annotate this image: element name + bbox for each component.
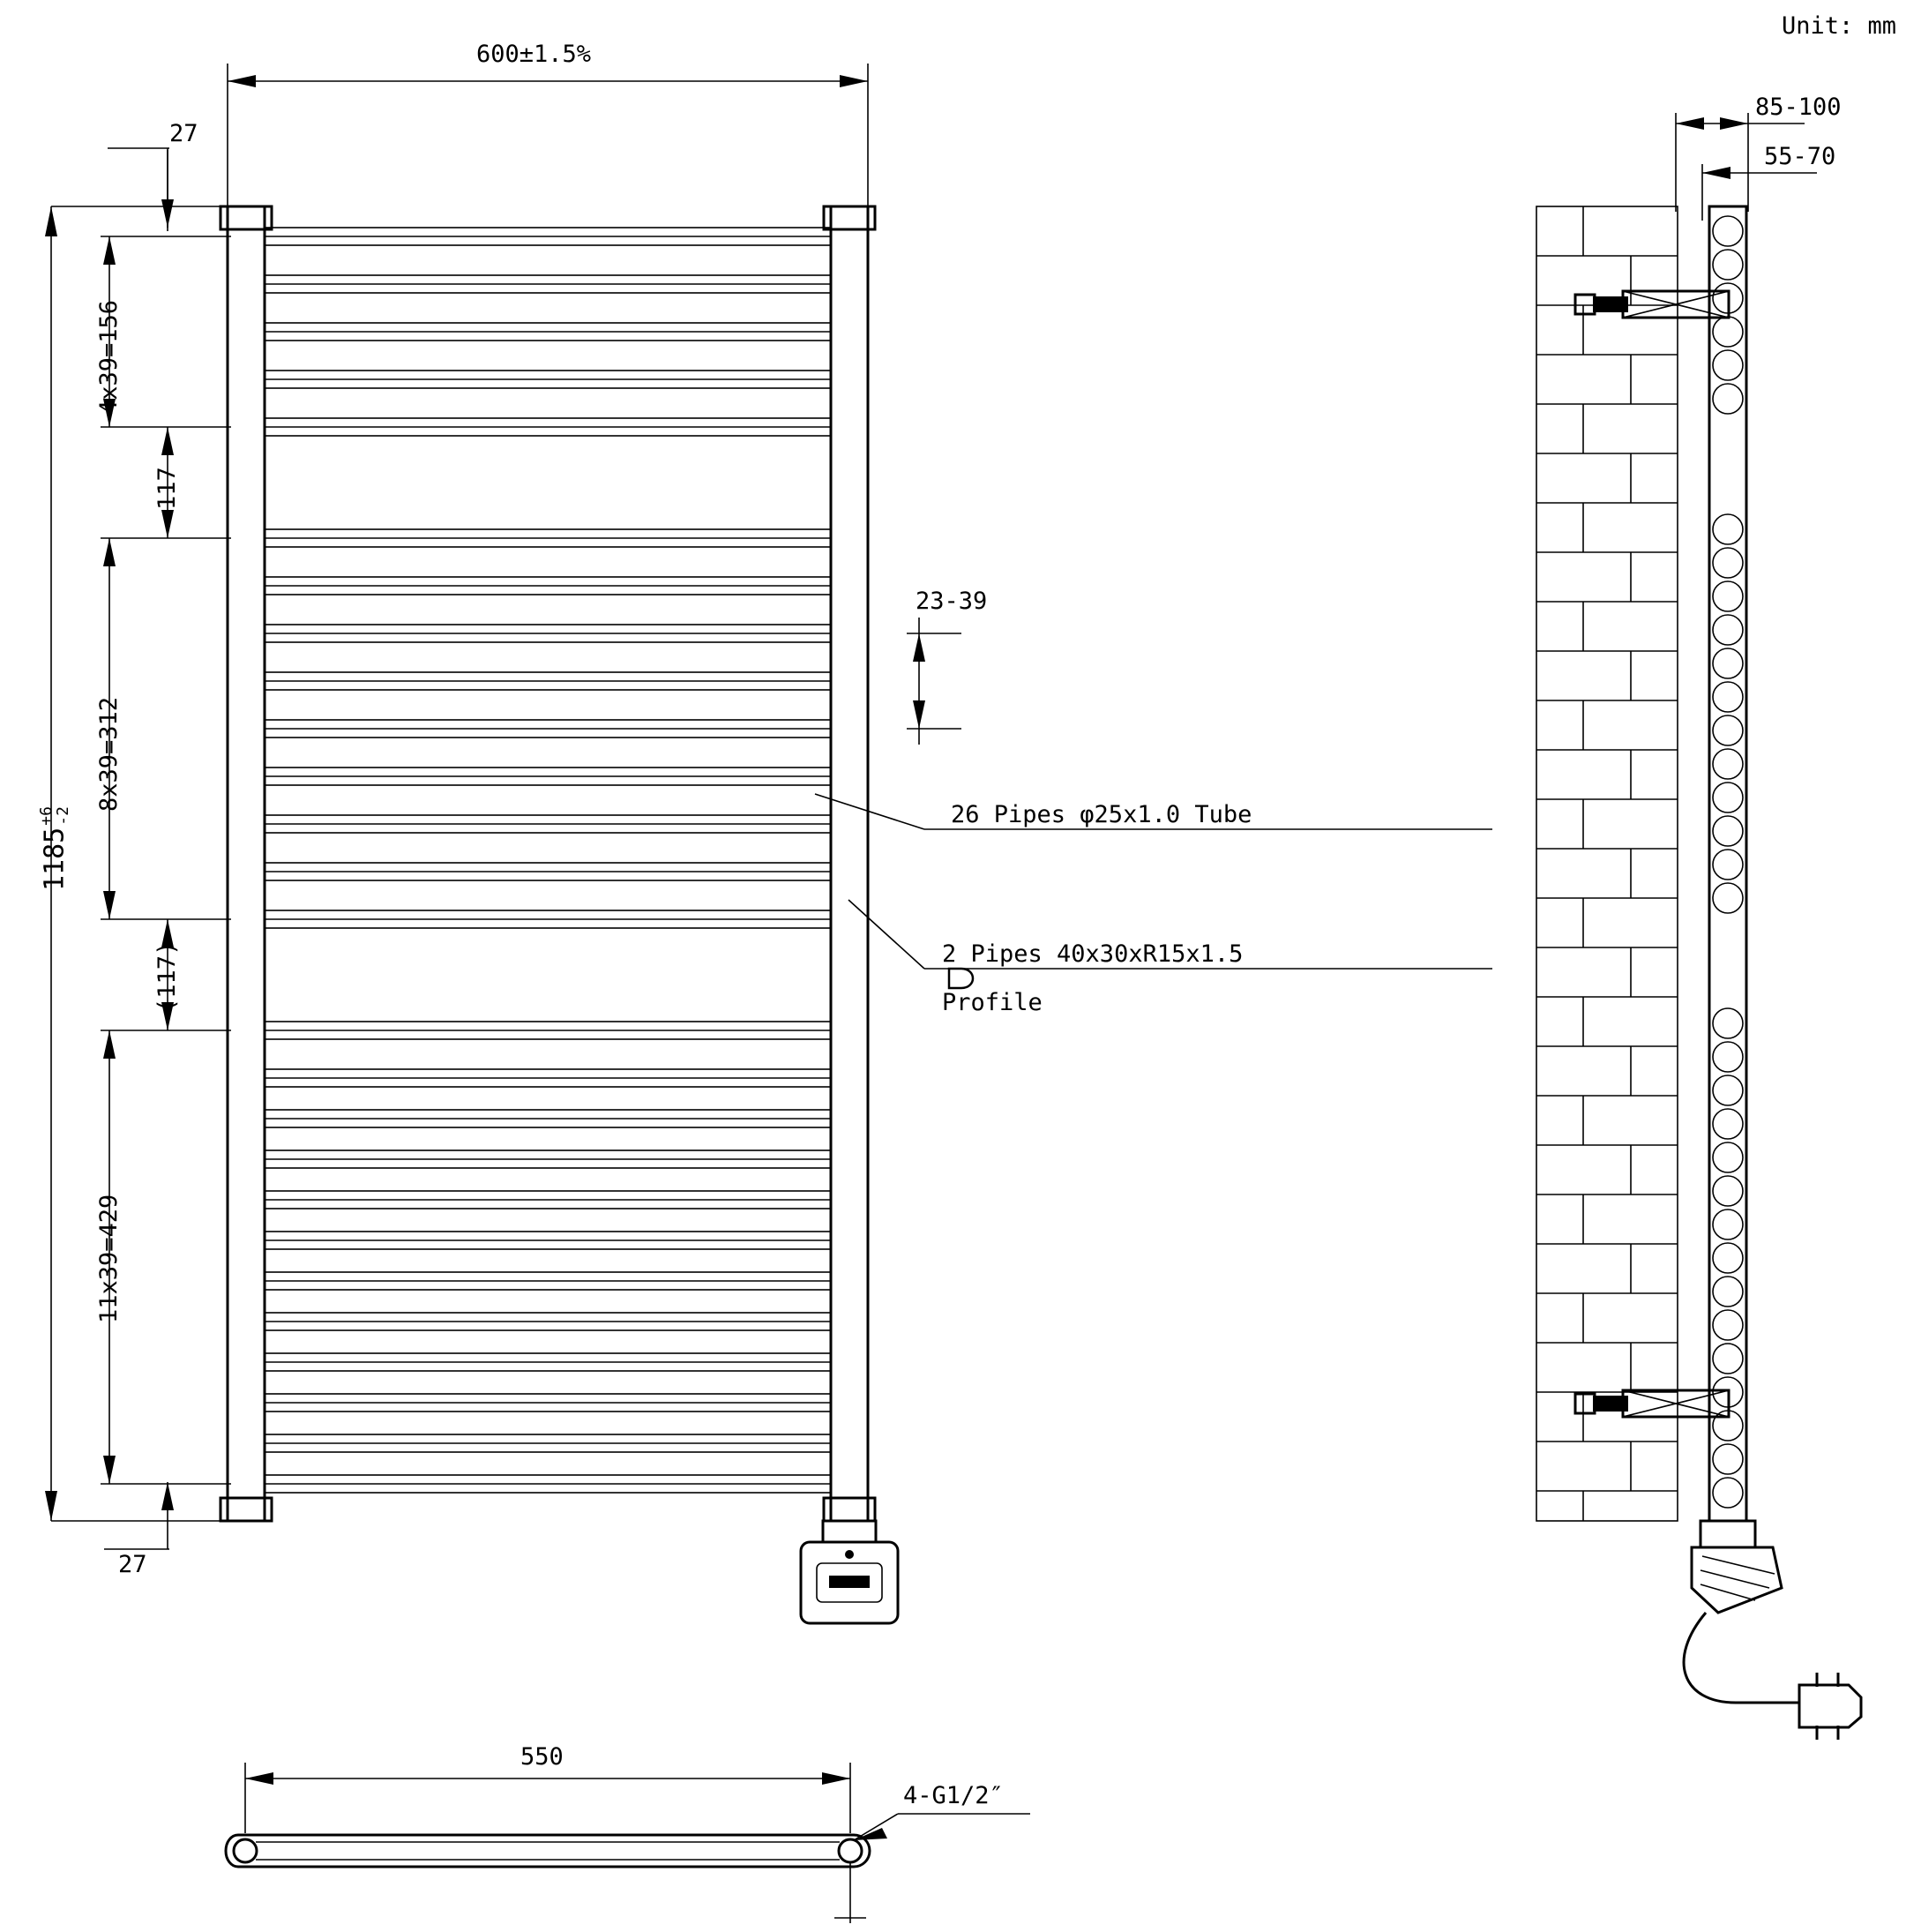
dim-overall-depth: 85-100 <box>1755 94 1842 121</box>
dim-overall-height-value: 1185 <box>39 827 71 891</box>
dim-group-bottom: 11x39=429 <box>95 1194 123 1323</box>
callout-profile-prefix: 2 Pipes 40x30xR15x1.5 <box>942 940 1244 968</box>
wall-brick-hatch <box>1536 206 1678 1521</box>
side-view-geometry <box>1536 206 1861 1740</box>
rung-group-top <box>265 228 831 436</box>
dim-bottom-offset: 27 <box>118 1551 147 1578</box>
front-view-geometry <box>221 206 898 1623</box>
dim-gap-upper: 117 <box>153 467 181 510</box>
pipe-end-circles <box>1713 216 1743 1508</box>
dim-connection-thread: 4-G1/2″ <box>903 1782 1004 1809</box>
dim-bracket-depth: 55-70 <box>1764 143 1836 170</box>
front-view-dimensions <box>45 64 1492 1549</box>
wall-bracket-upper <box>1575 291 1729 318</box>
dim-group-top: 4x39=156 <box>95 299 123 415</box>
dim-centre-distance: 550 <box>520 1743 564 1771</box>
callout-profile-suffix: Profile <box>942 989 1043 1016</box>
callout-pipes-profile <box>942 942 1243 1015</box>
rung-group-bottom <box>265 1022 831 1493</box>
dim-height-tol-lower: -2 <box>53 806 72 826</box>
dim-gap-lower: (117) <box>153 940 181 1013</box>
rung-group-middle <box>265 529 831 928</box>
unit-note: Unit: mm <box>1781 12 1896 40</box>
dim-top-offset: 27 <box>169 120 198 147</box>
heating-element-side <box>1684 1521 1861 1740</box>
dim-group-middle: 8x39=312 <box>95 696 123 812</box>
dim-overall-width: 600±1.5% <box>476 41 592 68</box>
dim-height-tol-upper: +6 <box>37 806 56 826</box>
dim-overall-height <box>39 806 72 891</box>
wall-bracket-lower <box>1575 1390 1729 1417</box>
callout-pipes-tube: 26 Pipes φ25x1.0 Tube <box>951 801 1252 828</box>
dim-pipe-spacing: 23-39 <box>916 588 988 615</box>
profile-shape-icon <box>946 966 975 991</box>
heating-element-front <box>801 1521 898 1623</box>
